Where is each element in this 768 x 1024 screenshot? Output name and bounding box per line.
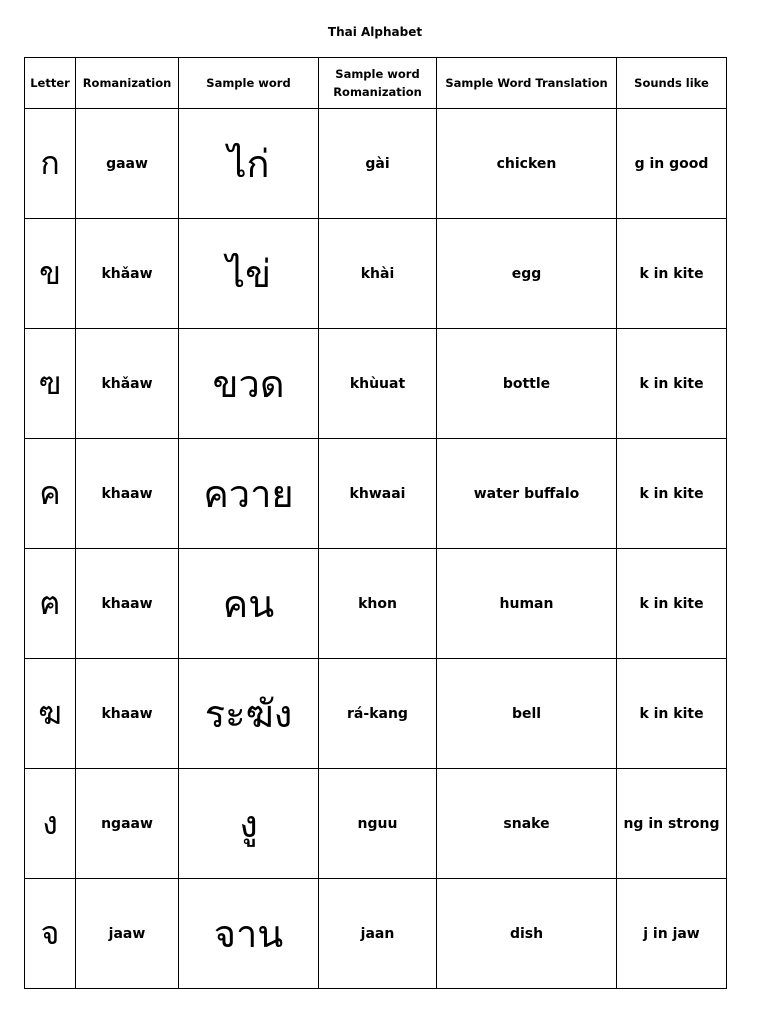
cell-letter: ฅ <box>25 549 76 659</box>
table-row <box>25 549 727 659</box>
cell-sample-word-romanization: jaan <box>319 879 437 989</box>
cell-sounds-like: j in jaw <box>617 879 727 989</box>
cell-sounds-like: k in kite <box>617 439 727 549</box>
cell-translation: water buffalo <box>437 439 617 549</box>
table-row <box>25 879 727 989</box>
table-row <box>25 109 727 219</box>
cell-translation: human <box>437 549 617 659</box>
header-translation: Sample Word Translation <box>437 58 617 109</box>
cell-translation: bell <box>437 659 617 769</box>
cell-sounds-like: k in kite <box>617 219 727 329</box>
cell-sample-word: ขวด <box>179 329 319 439</box>
cell-letter: ก <box>25 109 76 219</box>
cell-letter: ค <box>25 439 76 549</box>
table-row <box>25 659 727 769</box>
header-sample-word-romanization-line1: Sample word <box>335 67 420 81</box>
cell-sample-word-romanization: khài <box>319 219 437 329</box>
header-letter: Letter <box>25 58 76 109</box>
cell-romanization: khaaw <box>76 659 179 769</box>
header-sample-word: Sample word <box>179 58 319 109</box>
cell-sounds-like: g in good <box>617 109 727 219</box>
cell-sample-word: ควาย <box>179 439 319 549</box>
cell-romanization: jaaw <box>76 879 179 989</box>
cell-sample-word-romanization: khùuat <box>319 329 437 439</box>
cell-sounds-like: k in kite <box>617 329 727 439</box>
cell-romanization: khǎaw <box>76 329 179 439</box>
cell-letter: ง <box>25 769 76 879</box>
cell-sample-word-romanization: gài <box>319 109 437 219</box>
header-romanization: Romanization <box>76 58 179 109</box>
cell-sample-word: ไก่ <box>179 109 319 219</box>
header-sample-word-romanization-line2: Romanization <box>333 85 422 99</box>
table-row <box>25 769 727 879</box>
cell-sample-word: งู <box>179 769 319 879</box>
cell-sample-word: คน <box>179 549 319 659</box>
cell-sample-word: ระฆัง <box>179 659 319 769</box>
cell-romanization: khǎaw <box>76 219 179 329</box>
alphabet-table <box>24 57 727 989</box>
cell-sounds-like: ng in strong <box>617 769 727 879</box>
cell-sounds-like: k in kite <box>617 549 727 659</box>
cell-sounds-like: k in kite <box>617 659 727 769</box>
cell-romanization: khaaw <box>76 439 179 549</box>
cell-romanization: gaaw <box>76 109 179 219</box>
table-row <box>25 329 727 439</box>
header-sample-word-romanization <box>319 58 437 109</box>
cell-sample-word-romanization: khwaai <box>319 439 437 549</box>
cell-sample-word: ไข่ <box>179 219 319 329</box>
cell-letter: ฃ <box>25 329 76 439</box>
table-header-row <box>25 58 727 109</box>
cell-romanization: khaaw <box>76 549 179 659</box>
cell-letter: ฆ <box>25 659 76 769</box>
cell-sample-word-romanization: rá-kang <box>319 659 437 769</box>
page-title: Thai Alphabet <box>327 25 423 39</box>
cell-translation: snake <box>437 769 617 879</box>
table-row <box>25 219 727 329</box>
cell-translation: egg <box>437 219 617 329</box>
cell-sample-word-romanization: khon <box>319 549 437 659</box>
cell-letter: ข <box>25 219 76 329</box>
table-row <box>25 439 727 549</box>
cell-romanization: ngaaw <box>76 769 179 879</box>
header-sounds-like: Sounds like <box>617 58 727 109</box>
cell-translation: chicken <box>437 109 617 219</box>
cell-translation: dish <box>437 879 617 989</box>
cell-sample-word-romanization: nguu <box>319 769 437 879</box>
cell-letter: จ <box>25 879 76 989</box>
cell-translation: bottle <box>437 329 617 439</box>
cell-sample-word: จาน <box>179 879 319 989</box>
